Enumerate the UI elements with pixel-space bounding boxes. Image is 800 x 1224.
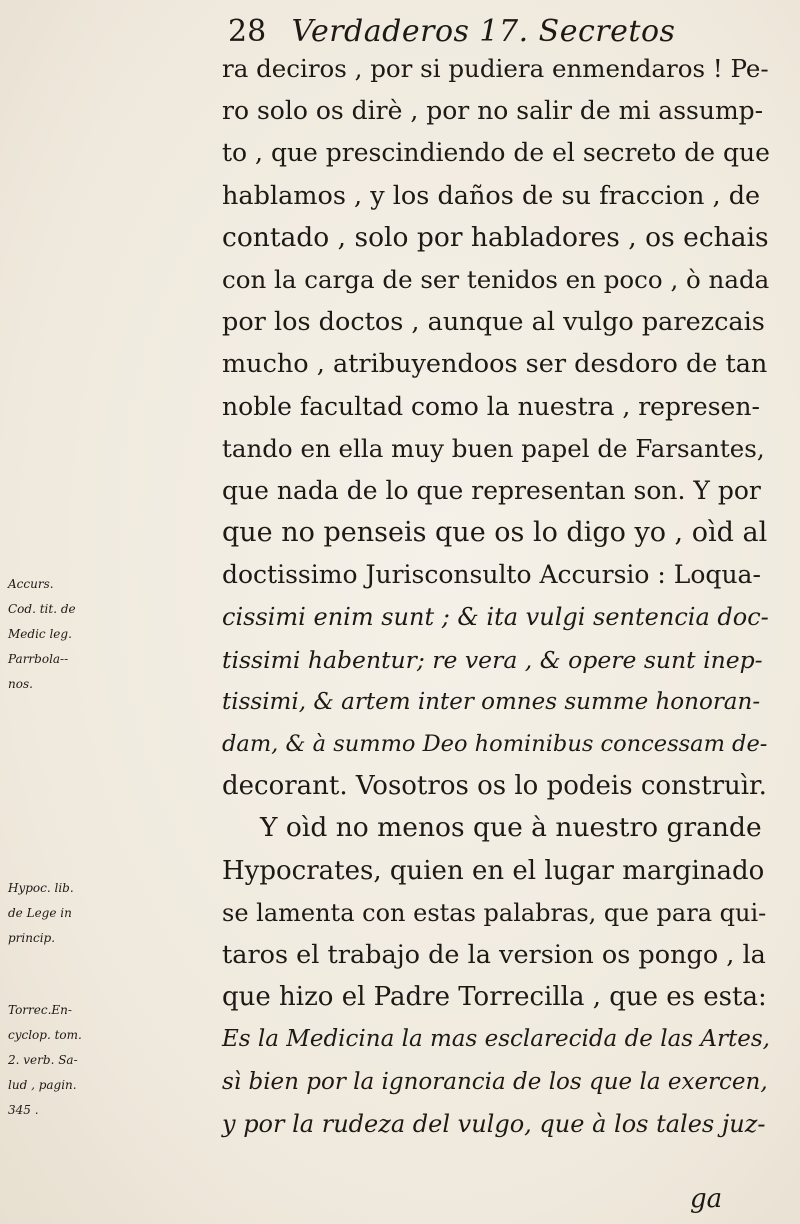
text-line: ro solo os dirè , por no salir de mi assump- xyxy=(222,96,764,126)
margin-note-line: Accurs. xyxy=(8,577,54,591)
text-line: por los doctos , aunque al vulgo parezcais xyxy=(222,307,765,338)
margin-note-line: 2. verb. Sa- xyxy=(8,1053,78,1067)
text-line: tissimi habentur; re vera , & opere sunt inep- xyxy=(222,645,763,674)
catchword: ga xyxy=(690,1184,723,1214)
margin-note-line: princip. xyxy=(8,931,56,945)
margin-note-accursio xyxy=(8,572,218,697)
margin-note-torrecilla xyxy=(8,998,218,1123)
margin-note-line: cyclop. tom. xyxy=(8,1028,82,1042)
running-title: Verdaderos 17. Secretos xyxy=(291,14,676,49)
margin-note-line: Hypoc. lib. xyxy=(8,881,74,895)
text-line: Y oìd no menos que à nuestro grande xyxy=(260,812,762,844)
text-line: cissimi enim sunt ; & ita vulgi sentencia doc- xyxy=(222,603,769,632)
text-line: mucho , atribuyendoos ser desdoro de tan xyxy=(222,349,768,380)
page-header xyxy=(228,12,748,52)
text-line: Hypocrates, quien en el lugar marginado xyxy=(222,855,765,886)
margin-note-line: lud , pagin. xyxy=(8,1078,77,1092)
text-line: que hizo el Padre Torrecilla , que es esta: xyxy=(222,982,767,1013)
margin-note-line: Cod. tit. de xyxy=(8,602,76,616)
text-line: ra deciros , por si pudiera enmendaros ! Pe- xyxy=(222,54,769,83)
text-line: tissimi, & artem inter omnes summe honoran- xyxy=(222,688,761,715)
margin-note-line: 345 . xyxy=(8,1103,39,1117)
margin-note-line: de Lege in xyxy=(8,906,72,920)
text-line: doctissimo Jurisconsulto Accursio : Loqua- xyxy=(222,560,761,590)
text-line: to , que prescindiendo de el secreto de que xyxy=(222,138,770,168)
text-line: que no penseis que os lo digo yo , oìd al xyxy=(222,517,768,549)
text-line: Es la Medicina la mas esclarecida de las Artes, xyxy=(222,1026,770,1053)
text-line: y por la rudeza del vulgo, que à los tales juz- xyxy=(222,1109,766,1138)
margin-note-line: nos. xyxy=(8,677,33,691)
text-line: dam, & à summo Deo hominibus concessam de- xyxy=(222,731,768,757)
text-line: taros el trabajo de la version os pongo , la xyxy=(222,939,766,970)
page-number: 28 xyxy=(228,14,267,49)
text-line: con la carga de ser tenidos en poco , ò nada xyxy=(222,264,770,294)
margin-note-line: Medic leg. xyxy=(8,627,72,641)
text-line: noble facultad como la nuestra , represen- xyxy=(222,391,760,421)
margin-note-line: Torrec.En- xyxy=(8,1003,72,1017)
text-line: contado , solo por habladores , os echais xyxy=(222,221,769,253)
margin-note-hypocrates xyxy=(8,876,218,951)
text-line: hablamos , y los daños de su fraccion , de xyxy=(222,180,761,211)
text-line: decorant. Vosotros os lo podeis construìr. xyxy=(222,771,767,802)
text-line: tando en ella muy buen papel de Farsantes, xyxy=(222,433,765,463)
main-text xyxy=(222,48,770,1145)
text-line: se lamenta con estas palabras, que para qui- xyxy=(222,898,767,927)
text-line: que nada de lo que representan son. Y por xyxy=(222,475,761,505)
margin-note-line: Parrbola-- xyxy=(8,652,69,666)
text-line: sì bien por la ignorancia de los que la exercen, xyxy=(222,1068,768,1095)
